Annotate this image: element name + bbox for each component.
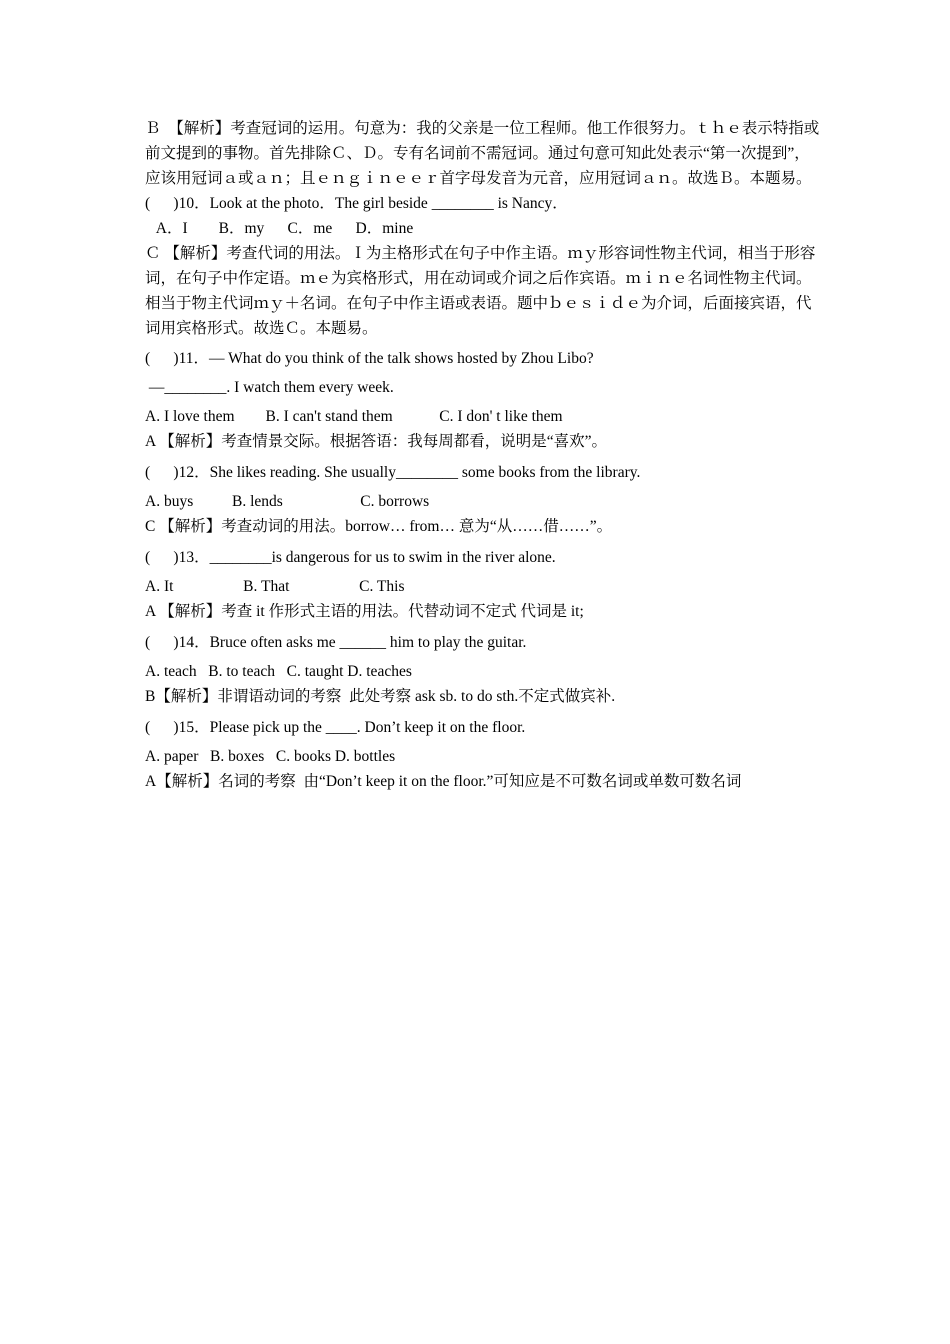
explanation-q15: A【解析】名词的考察 由“Don’t keep it on the floor.”可知应是不可数名词或单数可数名词: [145, 773, 742, 790]
explanation-q9: Ｂ 【解析】考查冠词的运用。句意为：我的父亲是一位工程师。他工作很努力。ｔｈｅ表示特指或前文提到的事物。首先排除Ｃ、Ｄ。专有名词前不需冠词。通过句意可知此处表示“第一次提到”，应该用冠词ａ或ａｎ；且ｅｎｇｉｎｅｅｒ首字母发音为元音，应用冠词ａｎ。故选Ｂ。本题易。: [145, 120, 820, 187]
options-q13: A. It B. That C. This: [145, 578, 405, 595]
explanation-q12: C 【解析】考查动词的用法。borrow… from… 意为“从……借……”。: [145, 518, 613, 535]
question-11: ( )11．— What do you think of the talk shows hosted by Zhou Libo?: [145, 350, 594, 367]
question-10: ( )10．Look at the photo．The girl beside ________ is Nancy．: [145, 195, 568, 212]
document-page: [145, 116, 820, 795]
explanation-q10: Ｃ 【解析】考查代词的用法。Ｉ为主格形式在句子中作主语。ｍｙ形容词性物主代词，相当于形容词，在句子中作定语。ｍｅ为宾格形式，用在动词或介词之后作宾语。ｍｉｎｅ名词性物主代词。相当于物主代词ｍｙ＋名词。在句子中作主语或表语。题中ｂｅｓｉｄｅ为介词，后面接宾语，代词用宾格形式。故选Ｃ。本题易。: [145, 245, 816, 337]
question-13: ( )13．________is dangerous for us to swim in the river alone.: [145, 549, 556, 566]
explanation-q13: A 【解析】考查 it 作形式主语的用法。代替动词不定式 代词是 it;: [145, 603, 584, 620]
options-q14: A. teach B. to teach C. taught D. teaches: [145, 663, 412, 680]
options-q11: A. I love them B. I can't stand them C. I don' t like them: [145, 408, 563, 425]
options-q12: A. buys B. lends C. borrows: [145, 493, 430, 510]
explanation-q14: B【解析】非谓语动词的考察 此处考察 ask sb. to do sth.不定式做宾补.: [145, 688, 616, 705]
question-11-answer-line: —________. I watch them every week.: [145, 379, 394, 396]
question-15: ( )15．Please pick up the ____. Don’t keep it on the floor.: [145, 719, 526, 736]
options-q15: A. paper B. boxes C. books D. bottles: [145, 748, 396, 765]
options-q10: A．I B．my C．me D．mine: [145, 220, 414, 237]
question-14: ( )14．Bruce often asks me ______ him to play the guitar.: [145, 634, 527, 651]
explanation-q11: A 【解析】考查情景交际。根据答语：我每周都看，说明是“喜欢”。: [145, 433, 607, 450]
question-12: ( )12．She likes reading. She usually________ some books from the library.: [145, 464, 641, 481]
